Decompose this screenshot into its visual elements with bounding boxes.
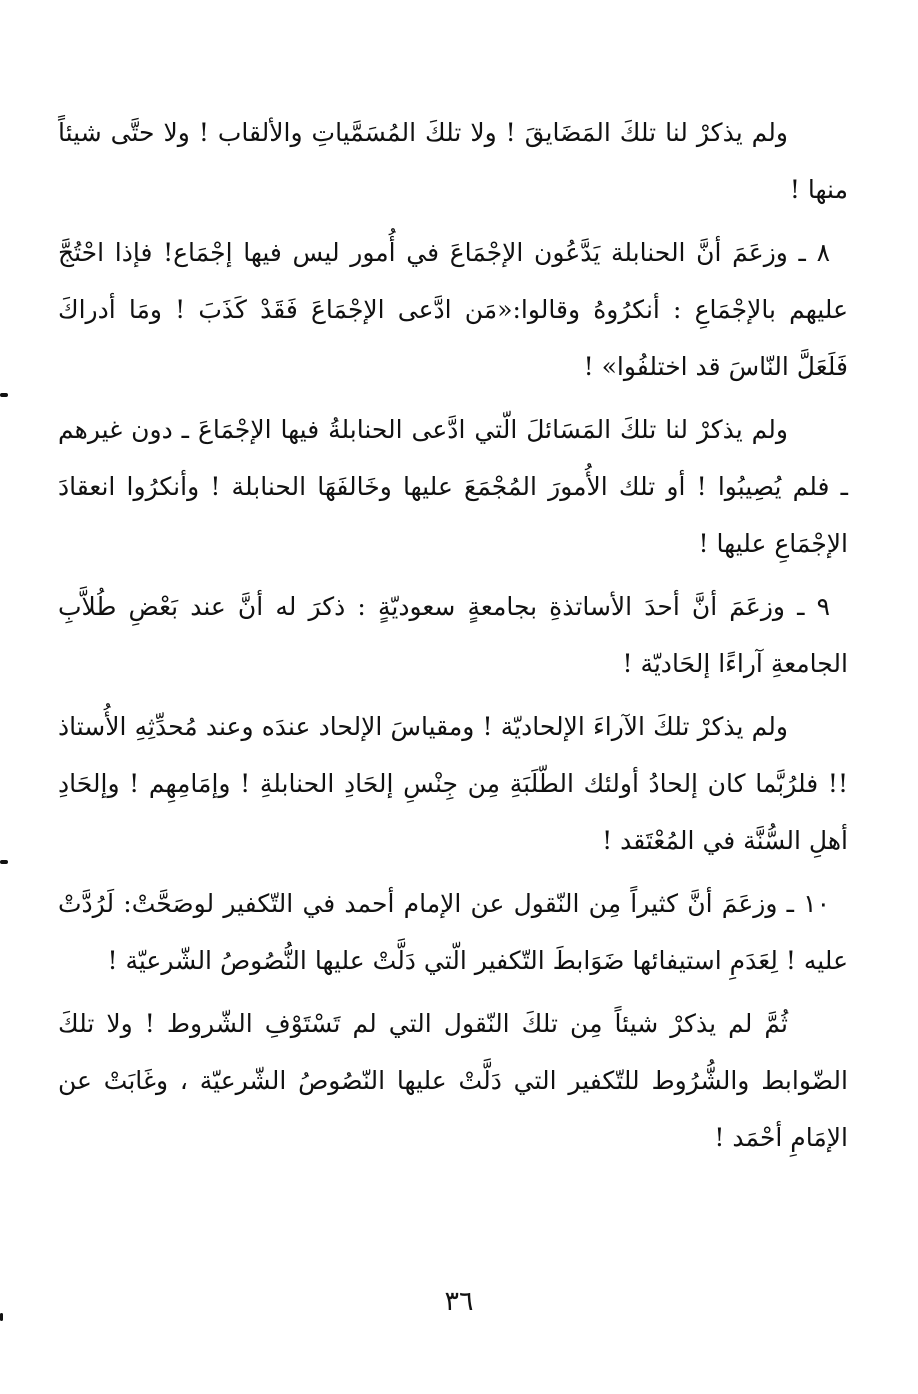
paragraph-7: ثُمَّ لم يذكرْ شيئاً مِن تلكَ النّقول التي لم تَسْتَوْفِ الشّروط ! ولا تلكَ الضّوابط والشُّرُوط للتّكفير التي دَلَّتْ عليها النّصُوصُ الشّرعيّة ، وغَابَتْ عن الإمَامِ أحْمَد ! [58,1009,848,1152]
paragraph-6-item-10: ١٠ ـ وزعَمَ أنَّ كثيراً مِن النّقول عن الإمام أحمد في التّكفير لوصَحَّتْ: لَرُدَّتْ عليه ! لِعَدَمِ استيفائها ضَوَابطَ التّكفير الّتي دَلَّتْ عليها النُّصُوصُ الشّرعيّة ! [58,889,848,975]
page-number: ٣٦ [444,1286,474,1317]
margin-mark [0,1313,3,1321]
paragraph-2-item-8: ٨ ـ وزعَمَ أنَّ الحنابلة يَدَّعُون الإجْمَاعَ في أُمور ليس فيها إجْمَاع! فإذا احْتُجَّ عليهم بالإجْمَاعِ : أنكرُوهُ وقالوا:«مَن ادَّعى الإجْمَاعَ فَقَدْ كَذَبَ ! ومَا أدراكَ فَلَعَلَّ النّاسَ قد اختلفُوا» ! [58,238,848,381]
paragraph-4-item-9: ٩ ـ وزعَمَ أنَّ أحدَ الأساتذةِ بجامعةٍ سعوديّةٍ : ذكرَ له أنَّ عند بَعْضِ طُلاَّبِ الجامعةِ آراءًا إلحَاديّة ! [58,592,848,678]
margin-mark [0,393,8,397]
paragraph-3: ولم يذكرْ لنا تلكَ المَسَائلَ الّتي ادَّعى الحنابلةُ فيها الإجْمَاعَ ـ دون غيرهم ـ فلم يُصِيبُوا ! أو تلك الأُمورَ المُجْمَعَ عليها وخَالفَهَا الحنابلة ! وأنكرُوا انعقادَ الإجْمَاعِ عليها ! [58,415,848,558]
paragraph-1: ولم يذكرْ لنا تلكَ المَضَايقَ ! ولا تلكَ المُسَمَّياتِ والألقاب ! ولا حتَّى شيئاً منها ! [58,118,848,204]
page-body [58,104,848,1172]
margin-mark [0,860,8,864]
paragraph-5: ولم يذكرْ تلكَ الآراءَ الإلحاديّة ! ومقياسَ الإلحاد عندَه وعند مُحدِّثِهِ الأُستاذ !! فلرُبَّما كان إلحادُ أولئك الطّلَبَةِ مِن جِنْسِ إلحَادِ الحنابلةِ ! وإمَامِهِم ! وإلحَادِ أهلِ السُّنَّة في المُعْتَقد ! [58,712,848,855]
